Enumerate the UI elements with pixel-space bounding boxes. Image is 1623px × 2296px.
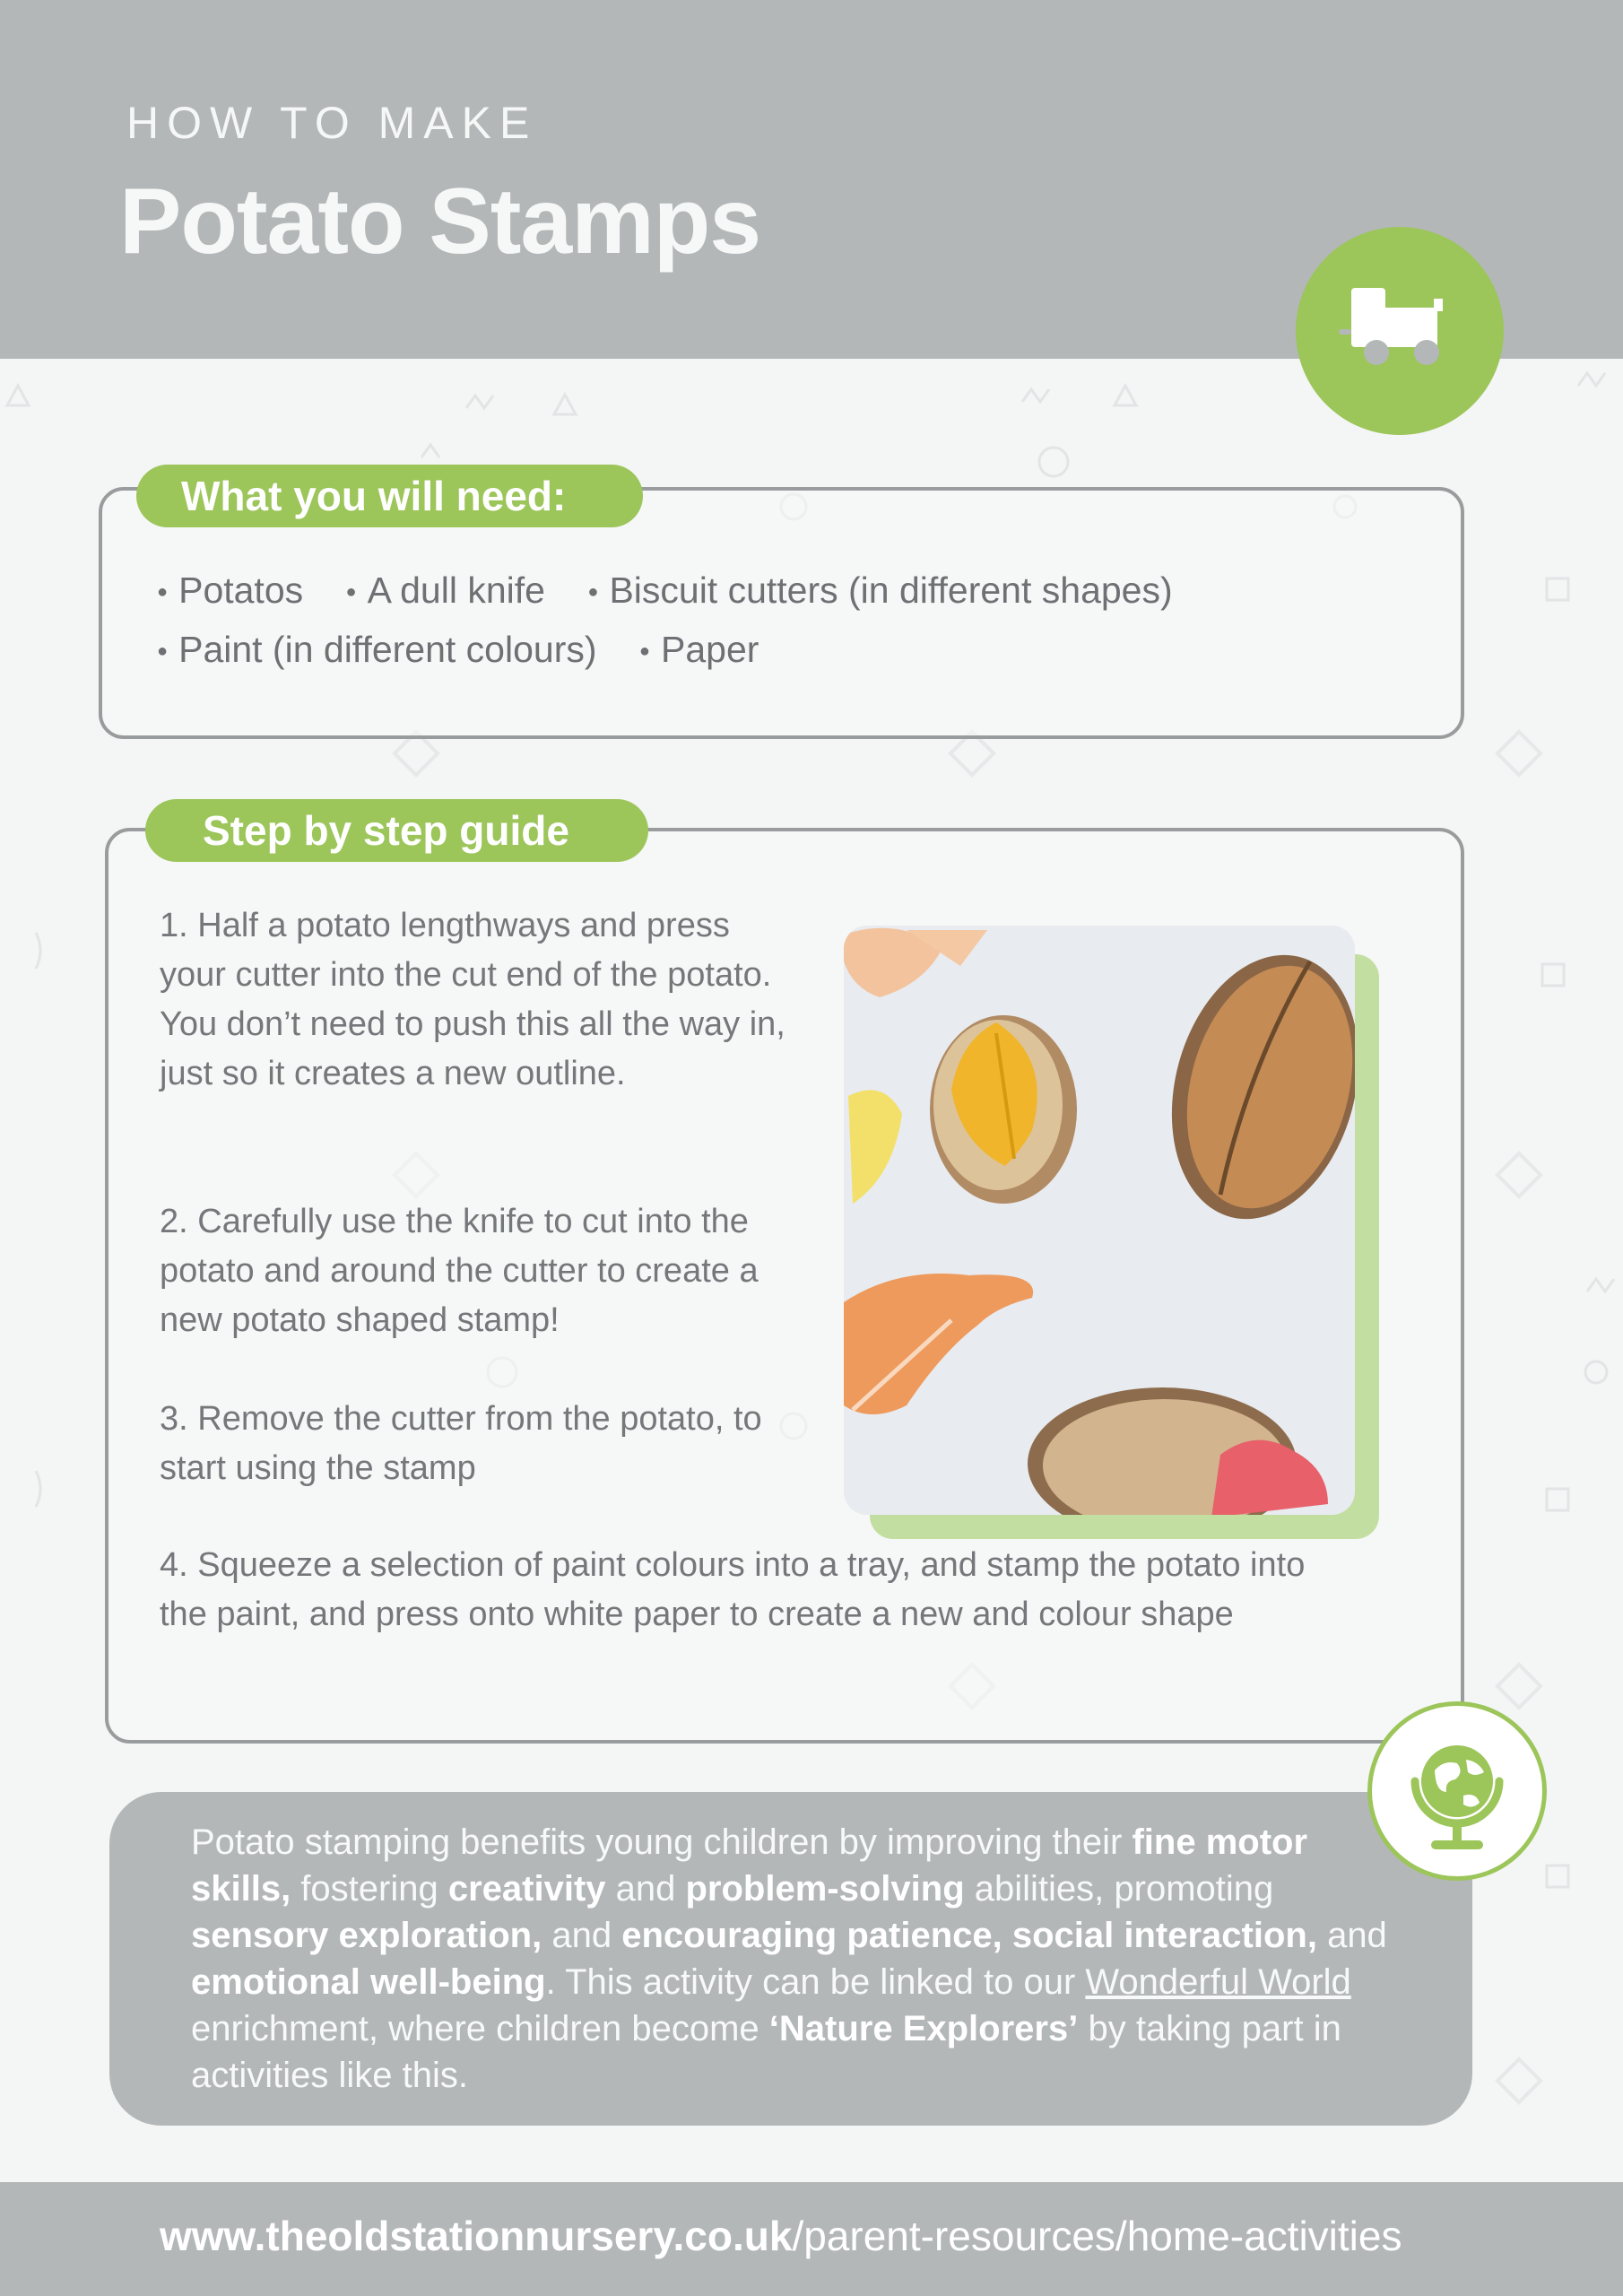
footer-website-link[interactable]: www.theoldstationnursery.co.uk/parent-resources/home-activities xyxy=(160,2213,1402,2259)
list-item: ● Paint (in different colours) xyxy=(157,629,597,670)
materials-row-2 xyxy=(157,629,791,671)
globe-icon xyxy=(1399,1726,1515,1860)
wonderful-world-link[interactable]: Wonderful World xyxy=(1085,1962,1351,2002)
globe-badge xyxy=(1367,1701,1547,1881)
list-item: ● Potatos xyxy=(157,570,303,611)
step-1: 1. Half a potato lengthways and press your cutter into the cut end of the potato. You don’t need to push this all the way in, just so it creates a new outline. xyxy=(160,907,785,1092)
materials-row-1 xyxy=(157,570,1205,612)
list-item: ● Paper xyxy=(639,629,759,670)
page-kicker: HOW TO MAKE xyxy=(126,98,538,148)
materials-heading: What you will need: xyxy=(136,465,643,527)
page-title: Potato Stamps xyxy=(119,170,761,274)
benefits-text: Potato stamping benefits young children by improving their fine motor skills, fostering creativity and problem-solving abilities, promoting sensory exploration, and encouraging patience, social interaction, and emotional well-being. This activity can be linked to our Wonderful World enrichment, where children become ‘Nature Explorers’ by taking part in activities like this. xyxy=(191,1822,1387,2095)
list-item: ● Biscuit cutters (in different shapes) xyxy=(587,570,1172,611)
step-2: 2. Carefully use the knife to cut into the potato and around the cutter to create a new potato shaped stamp! xyxy=(160,1203,759,1339)
list-item: ● A dull knife xyxy=(346,570,545,611)
steps-heading: Step by step guide xyxy=(145,799,648,862)
step-4: 4. Squeeze a selection of paint colours into a tray, and stamp the potato into the paint, and press onto white paper to create a new and colour shape xyxy=(160,1546,1306,1633)
potato-stamps-photo xyxy=(844,926,1355,1515)
step-3: 3. Remove the cutter from the potato, to start using the stamp xyxy=(160,1400,762,1487)
